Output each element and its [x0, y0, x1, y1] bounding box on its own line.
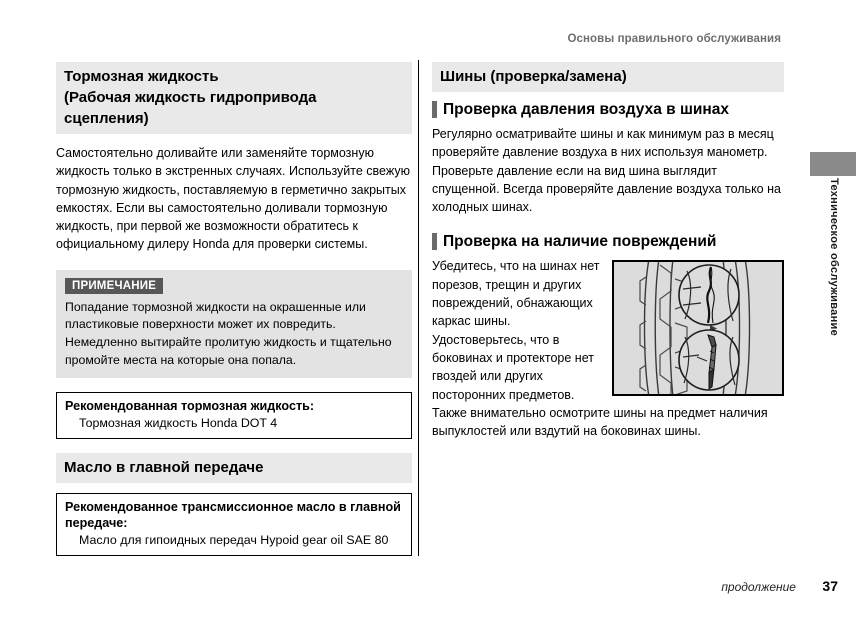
section-marker-bar-icon	[432, 101, 437, 118]
brake-fluid-spec-value: Тормозная жидкость Honda DOT 4	[79, 415, 278, 430]
brake-fluid-spec-box	[56, 392, 412, 439]
pressure-check-body: Регулярно осматривайте шины и как минимум раз в месяц проверяйте давление воздуха в них используя манометр. Проверьте давление если на вид шина выглядит спущенной. Всегда проверяйте давление воздуха только на холодных шинах.	[432, 127, 781, 215]
section-thumb-label: Техническое обслуживание	[828, 178, 840, 336]
right-column	[432, 62, 784, 440]
damage-check-heading	[432, 232, 784, 251]
damage-check-body-wrapped: Убедитесь, что на шинах нет порезов, трещин и других повреждений, обнажающих каркас шины. Удостоверьтесь, что в боковинах и протекторе нет гвоздей или других посторонних предметов.	[432, 259, 600, 402]
pressure-check-heading	[432, 100, 784, 119]
tire-figure-wrapper	[612, 260, 784, 396]
note-block	[56, 270, 412, 378]
damage-check-heading-label: Проверка на наличие повреждений	[443, 233, 717, 251]
tires-heading: Шины (проверка/замена)	[432, 62, 784, 92]
brake-fluid-spec-title: Рекомендованная тормозная жидкость:	[65, 399, 315, 414]
footer-continued-label: продолжение	[721, 580, 796, 594]
final-drive-oil-heading: Масло в главной передаче	[56, 453, 412, 483]
page-footer	[0, 578, 856, 596]
left-column	[56, 62, 412, 556]
brake-fluid-heading-line1: Тормозная жидкость	[64, 68, 219, 85]
brake-fluid-heading-line2: (Рабочая жидкость гидропривода сцепления)	[64, 89, 317, 127]
running-header-title: Основы правильного обслуживания	[567, 33, 781, 45]
final-drive-oil-spec-box	[56, 493, 412, 556]
pressure-check-heading-label: Проверка давления воздуха в шинах	[443, 101, 730, 118]
final-drive-oil-spec-title: Рекомендованное трансмиссионное масло в главной передаче:	[65, 499, 401, 531]
brake-fluid-heading	[56, 62, 412, 134]
section-thumb-tab	[810, 152, 856, 176]
final-drive-oil-spec-value: Масло для гипоидных передач Hypoid gear oil SAE 80	[79, 532, 389, 547]
note-body-text: Попадание тормозной жидкости на окрашенные или пластиковые поверхности может их повредить. Немедленно вытирайте пролитую жидкость и тщательно промойте места на которые она попала.	[65, 299, 392, 367]
footer-page-number: 37	[822, 578, 838, 594]
damage-check-content	[432, 257, 784, 403]
tire-damage-illustration	[612, 260, 784, 396]
damage-check-body-full: Также внимательно осмотрите шины на предмет наличия выпуклостей или вздутий на боковинах шины.	[432, 405, 768, 439]
brake-fluid-body: Самостоятельно доливайте или заменяйте тормозную жидкость только в экстренных случаях. Используйте свежую тормозную жидкость, поставляемую в герметично закрытых емкостях. Если вы самостоятельно доливали тормозную жидкость, при первой же возможности обратитесь к официальному дилеру Honda для проверки системы.	[56, 146, 410, 252]
section-marker-bar-icon	[432, 233, 437, 250]
note-tag-label: ПРИМЕЧАНИЕ	[65, 278, 163, 294]
column-divider	[418, 60, 419, 556]
